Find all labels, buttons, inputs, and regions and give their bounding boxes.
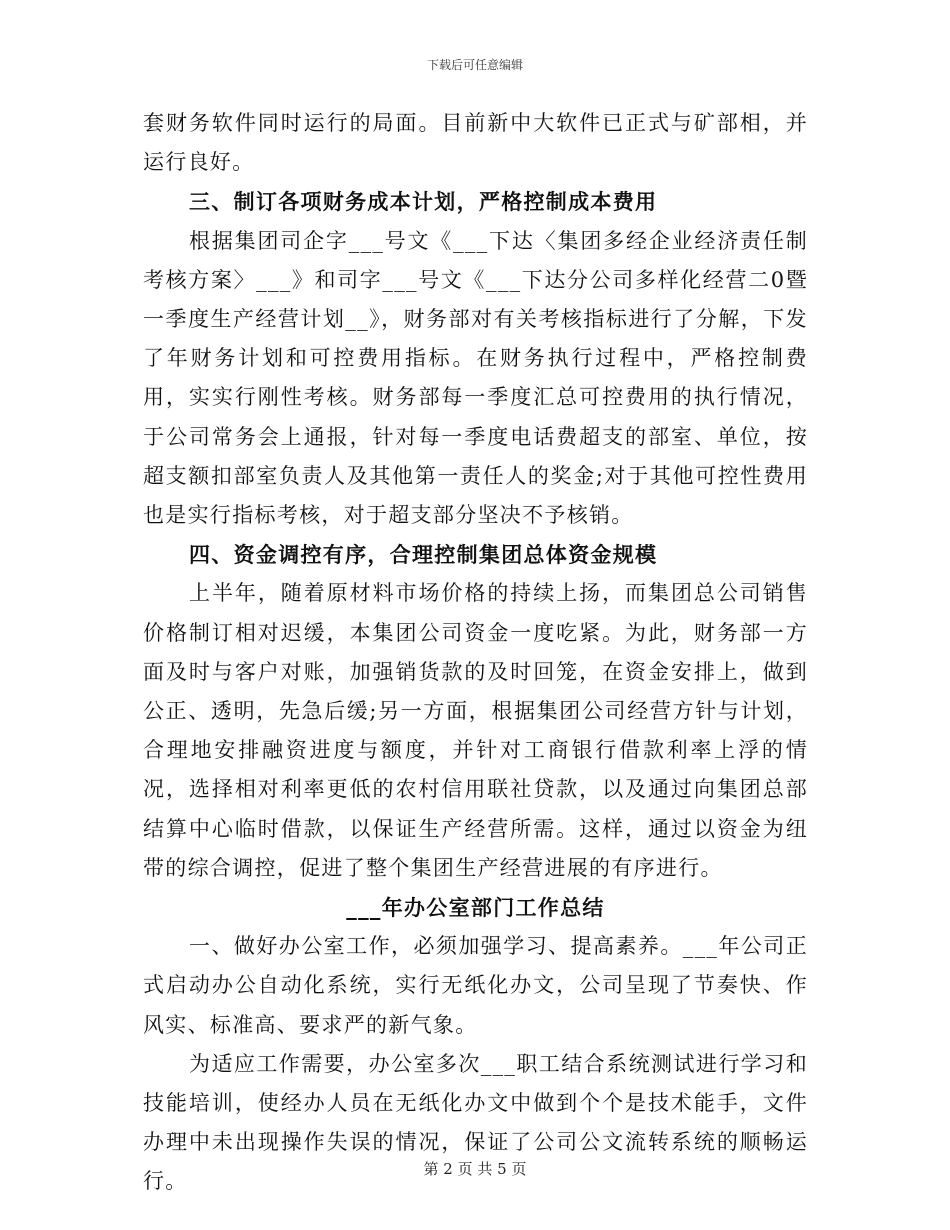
document-body: [143, 104, 808, 1202]
paragraph-funds: 上半年，随着原材料市场价格的持续上扬，而集团总公司销售价格制订相对迟缓，本集团公司资金一度吃紧。为此，财务部一方面及时与客户对账，加强销货款的及时回笼，在资金安排上，做到公正、透明，先急后缓;另一方面，根据集团公司经营方针与计划，合理地安排融资进度与额度，并针对工商银行借款利率上浮的情况，选择相对利率更低的农村信用联社贷款，以及通过向集团总部结算中心临时借款，以保证生产经营所需。这样，通过以资金为纽带的综合调控，促进了整个集团生产经营进展的有序进行。: [143, 581, 808, 880]
page-number: 第 2 页 共 5 页: [423, 1160, 527, 1178]
paragraph-office-training: 为适应工作需要，办公室多次___职工结合系统测试进行学习和技能培训，使经办人员在无纸化办文中做到个个是技术能手，文件办理中未出现操作失误的情况，保证了公司公文流转系统的顺畅运行。: [143, 1051, 808, 1194]
document-title-office-summary: ___年办公室部门工作总结: [346, 895, 605, 921]
section-heading-3: 三、制订各项财务成本计划，严格控制成本费用: [189, 189, 658, 215]
paragraph-office-study: 一、做好办公室工作，必须加强学习、提高素养。___年公司正式启动办公自动化系统，实行无纸化办文，公司呈现了节奏快、作风实、标准高、要求严的新气象。: [143, 934, 808, 1037]
paragraph-continued: 套财务软件同时运行的局面。目前新中大软件已正式与矿部相，并运行良好。: [143, 111, 808, 175]
paragraph-cost-plan: 根据集团司企字___号文《___下达〈集团多经企业经济责任制考核方案〉___》和司字___号文《___下达分公司多样化经营二0暨一季度生产经营计划__》，财务部对有关考核指标进行了分解，下发了年财务计划和可控费用指标。在财务执行过程中，严格控制费用，实实行刚性考核。财务部每一季度汇总可控费用的执行情况，于公司常务会上通报，针对每一季度电话费超支的部室、单位，按超支额扣部室负责人及其他第一责任人的奖金;对于其他可控性费用也是实行指标考核，对于超支部分坚决不予核销。: [143, 228, 808, 528]
section-heading-4: 四、资金调控有序，合理控制集团总体资金规模: [189, 542, 658, 568]
header-note: 下载后可任意编辑: [426, 58, 523, 72]
